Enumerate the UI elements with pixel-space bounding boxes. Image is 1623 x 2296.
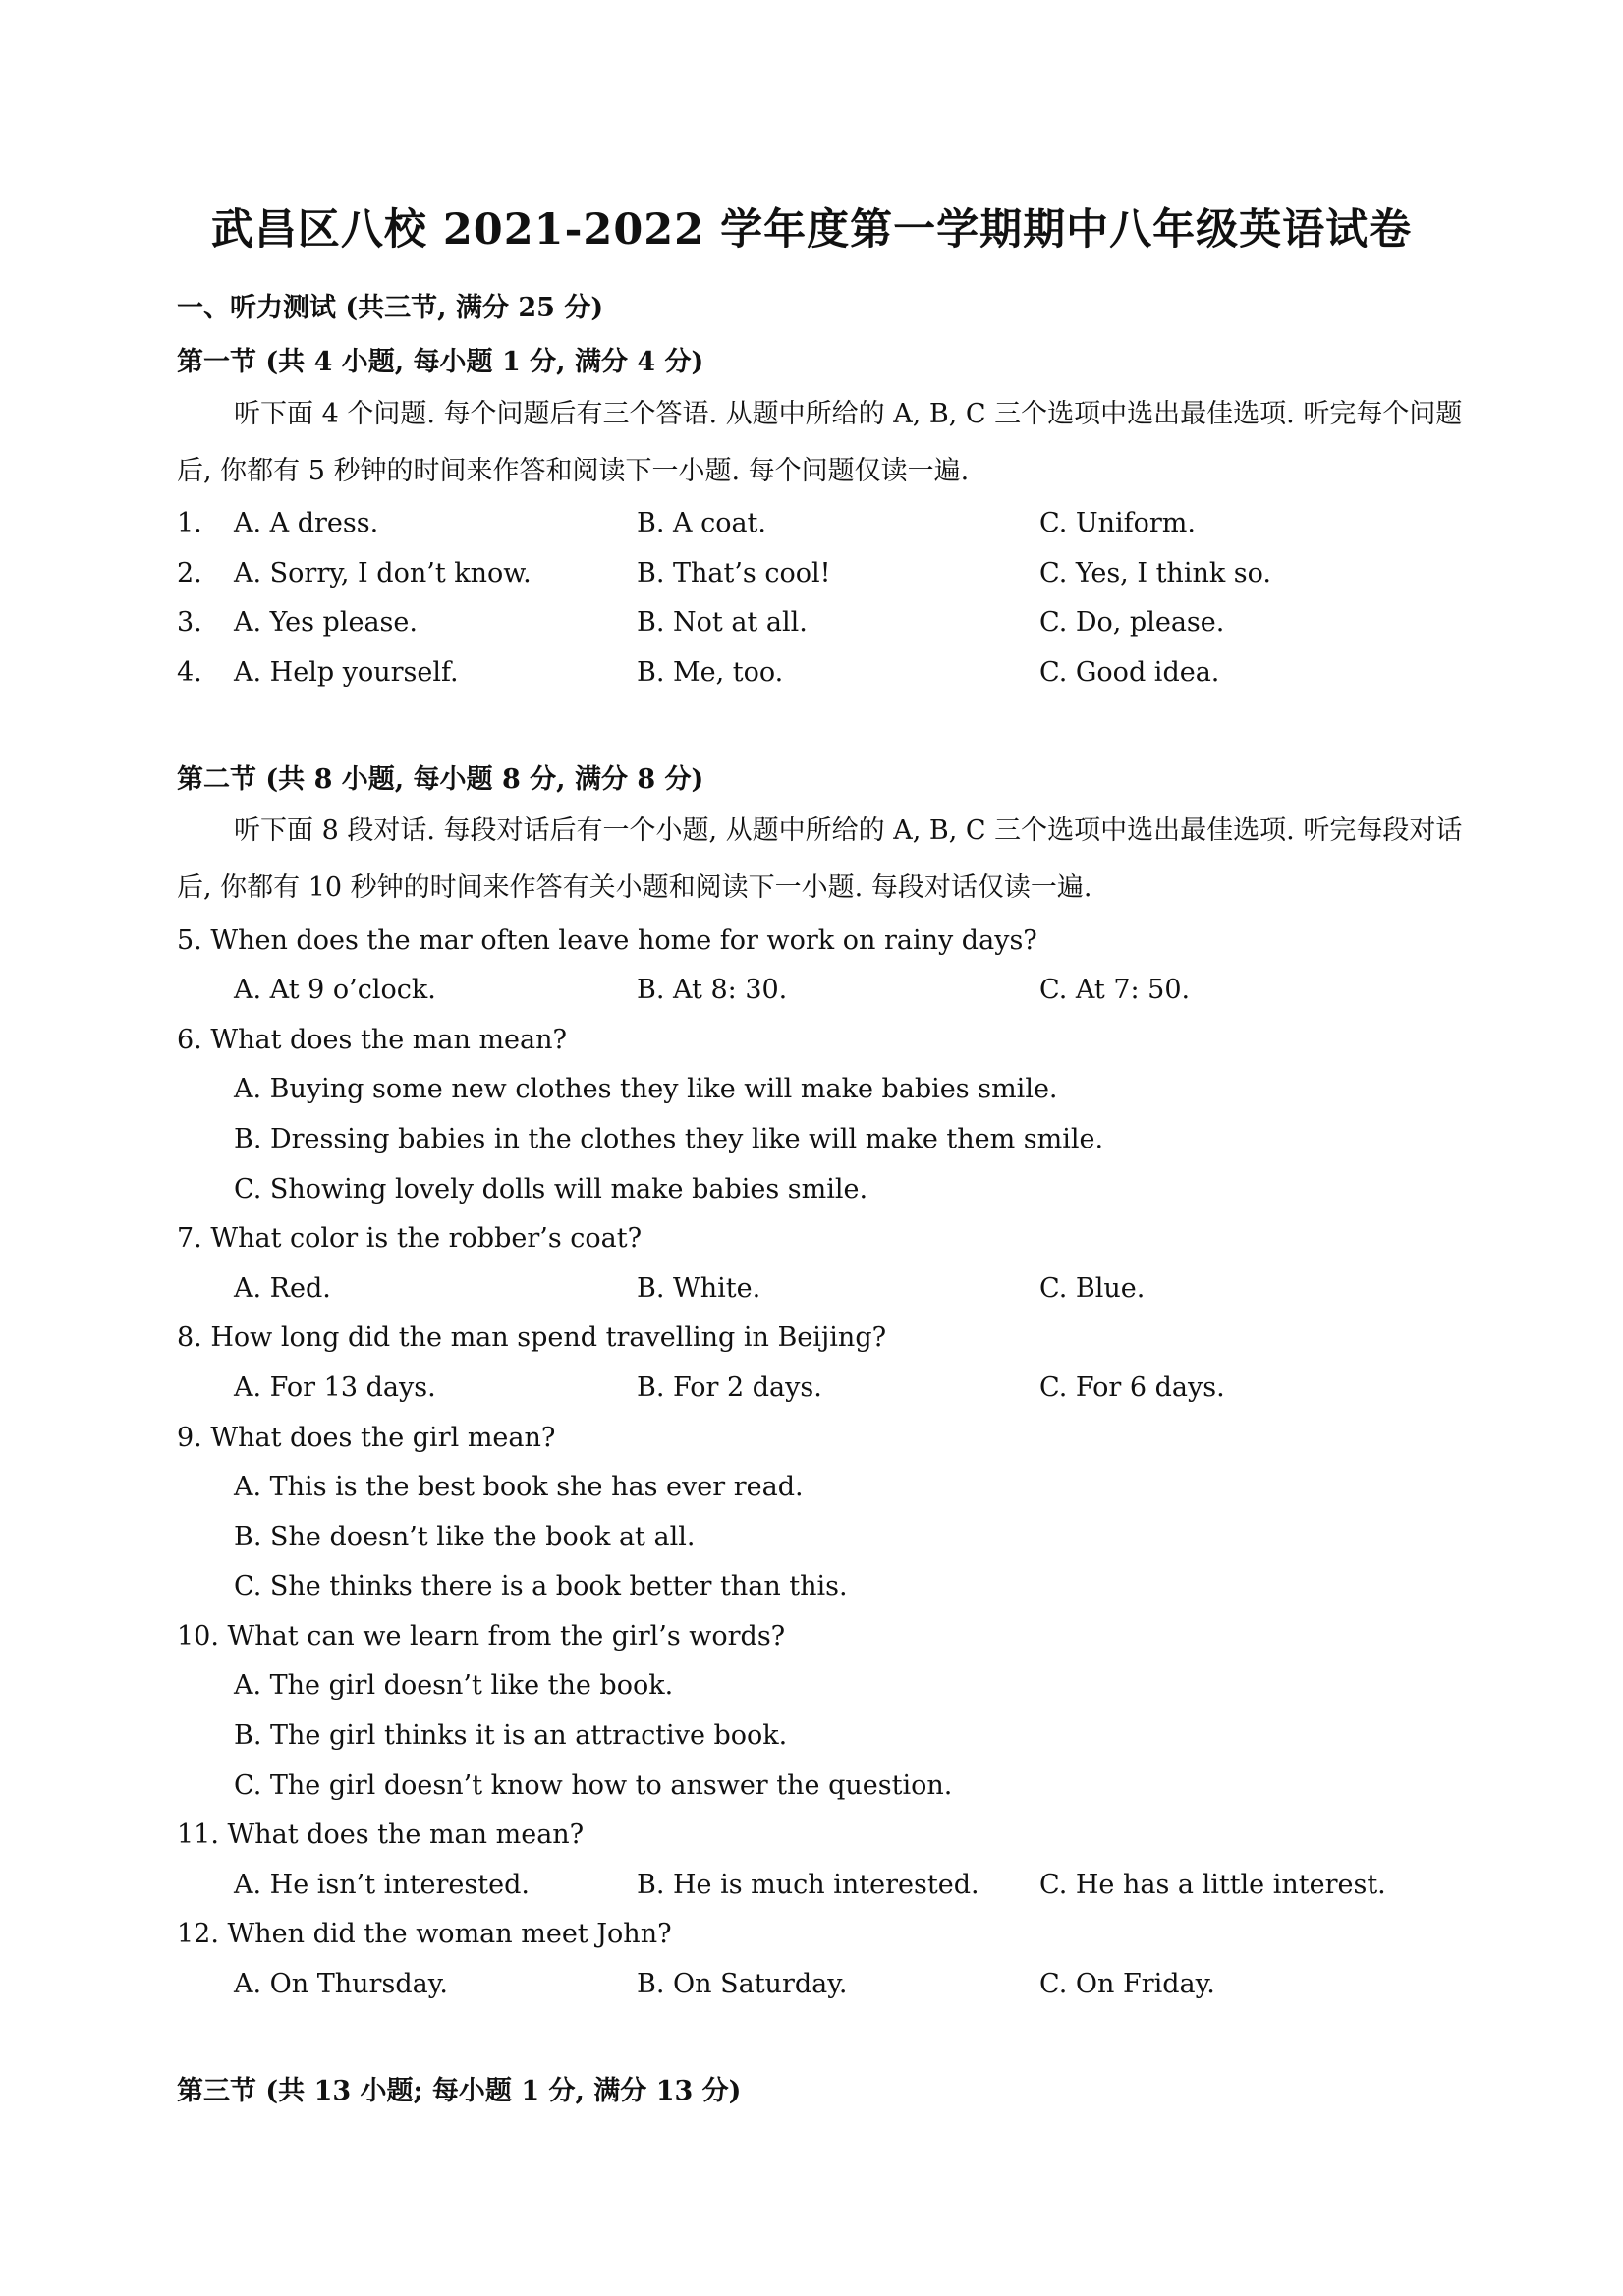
option-b: B. White. bbox=[637, 1273, 761, 1304]
question-row-1 bbox=[177, 508, 1483, 547]
section1-instruction: 听下面 4 个问题. 每个问题后有三个答语. 从题中所给的 A, B, C 三个选项中选出最佳选项. 听完每个问题后, 你都有 5 秒钟的时间来作答和阅读下一小题. 每个问题仅读一遍. bbox=[177, 399, 1463, 486]
option-a: A. On Thursday. bbox=[234, 1969, 448, 1999]
question-12-stem: 12. When did the woman meet John? bbox=[177, 1919, 672, 1949]
option-a: A. Sorry, I don’t know. bbox=[234, 558, 532, 588]
question-number: 2. bbox=[177, 558, 202, 588]
question-number: 4. bbox=[177, 657, 202, 688]
option-b: B. Not at all. bbox=[637, 607, 808, 638]
option-c: C. Yes, I think so. bbox=[1039, 558, 1272, 588]
option-c: C. At 7: 50. bbox=[1039, 975, 1191, 1005]
option-a: A. Yes please. bbox=[234, 607, 418, 638]
question-10-option-a: A. The girl doesn’t like the book. bbox=[234, 1670, 674, 1701]
question-row-4 bbox=[177, 657, 1483, 697]
part1-heading: 一、听力测试 (共三节, 满分 25 分) bbox=[177, 293, 604, 323]
option-a: A. For 13 days. bbox=[234, 1372, 436, 1403]
option-a: A. At 9 o’clock. bbox=[234, 975, 436, 1005]
question-9-option-b: B. She doesn’t like the book at all. bbox=[234, 1522, 696, 1552]
option-c: C. Good idea. bbox=[1039, 657, 1220, 688]
question-9-option-c: C. She thinks there is a book better than this. bbox=[234, 1571, 848, 1601]
question-number: 3. bbox=[177, 607, 202, 638]
question-6-stem: 6. What does the man mean? bbox=[177, 1025, 567, 1055]
question-12-options bbox=[177, 1969, 1483, 2008]
option-a: A. Red. bbox=[234, 1273, 331, 1304]
question-11-stem: 11. What does the man mean? bbox=[177, 1820, 585, 1850]
option-c: C. He has a little interest. bbox=[1039, 1870, 1386, 1900]
question-8-options bbox=[177, 1372, 1483, 1412]
option-c: C. Do, please. bbox=[1039, 607, 1225, 638]
section2-heading: 第二节 (共 8 小题, 每小题 8 分, 满分 8 分) bbox=[177, 764, 704, 795]
option-c: C. Uniform. bbox=[1039, 508, 1196, 538]
question-6-option-a: A. Buying some new clothes they like will make babies smile. bbox=[234, 1074, 1058, 1104]
question-row-3 bbox=[177, 607, 1483, 646]
question-10-option-b: B. The girl thinks it is an attractive book. bbox=[234, 1720, 788, 1751]
option-b: B. He is much interested. bbox=[637, 1870, 979, 1900]
question-10-option-c: C. The girl doesn’t know how to answer the question. bbox=[234, 1770, 953, 1801]
question-6-option-c: C. Showing lovely dolls will make babies smile. bbox=[234, 1174, 868, 1204]
option-b: B. For 2 days. bbox=[637, 1372, 822, 1403]
question-row-2 bbox=[177, 558, 1483, 597]
option-a: A. Help yourself. bbox=[234, 657, 459, 688]
question-7-stem: 7. What color is the robber’s coat? bbox=[177, 1223, 643, 1254]
question-9-stem: 9. What does the girl mean? bbox=[177, 1423, 556, 1453]
page-title: 武昌区八校 2021-2022 学年度第一学期期中八年级英语试卷 bbox=[210, 205, 1413, 254]
option-b: B. On Saturday. bbox=[637, 1969, 848, 1999]
option-a: A. He isn’t interested. bbox=[234, 1870, 530, 1900]
question-10-stem: 10. What can we learn from the girl’s words? bbox=[177, 1621, 786, 1652]
option-b: B. Me, too. bbox=[637, 657, 784, 688]
question-8-stem: 8. How long did the man spend travelling in Beijing? bbox=[177, 1322, 887, 1353]
question-5-stem: 5. When does the mar often leave home for work on rainy days? bbox=[177, 925, 1037, 956]
question-9-option-a: A. This is the best book she has ever read. bbox=[234, 1472, 804, 1502]
question-5-options bbox=[177, 975, 1483, 1014]
option-c: C. On Friday. bbox=[1039, 1969, 1215, 1999]
section1-heading: 第一节 (共 4 小题, 每小题 1 分, 满分 4 分) bbox=[177, 347, 704, 377]
option-b: B. At 8: 30. bbox=[637, 975, 788, 1005]
question-11-options bbox=[177, 1870, 1483, 1909]
section2-instruction: 听下面 8 段对话. 每段对话后有一个小题, 从题中所给的 A, B, C 三个选项中选出最佳选项. 听完每段对话后, 你都有 10 秒钟的时间来作答有关小题和阅读下一小题. 每段对话仅读一遍. bbox=[177, 815, 1463, 903]
option-c: C. Blue. bbox=[1039, 1273, 1146, 1304]
option-b: B. A coat. bbox=[637, 508, 766, 538]
option-c: C. For 6 days. bbox=[1039, 1372, 1225, 1403]
question-7-options bbox=[177, 1273, 1483, 1313]
option-b: B. That’s cool! bbox=[637, 558, 831, 588]
question-number: 1. bbox=[177, 508, 202, 538]
section3-heading: 第三节 (共 13 小题; 每小题 1 分, 满分 13 分) bbox=[177, 2076, 742, 2106]
question-6-option-b: B. Dressing babies in the clothes they like will make them smile. bbox=[234, 1124, 1104, 1154]
option-a: A. A dress. bbox=[234, 508, 379, 538]
